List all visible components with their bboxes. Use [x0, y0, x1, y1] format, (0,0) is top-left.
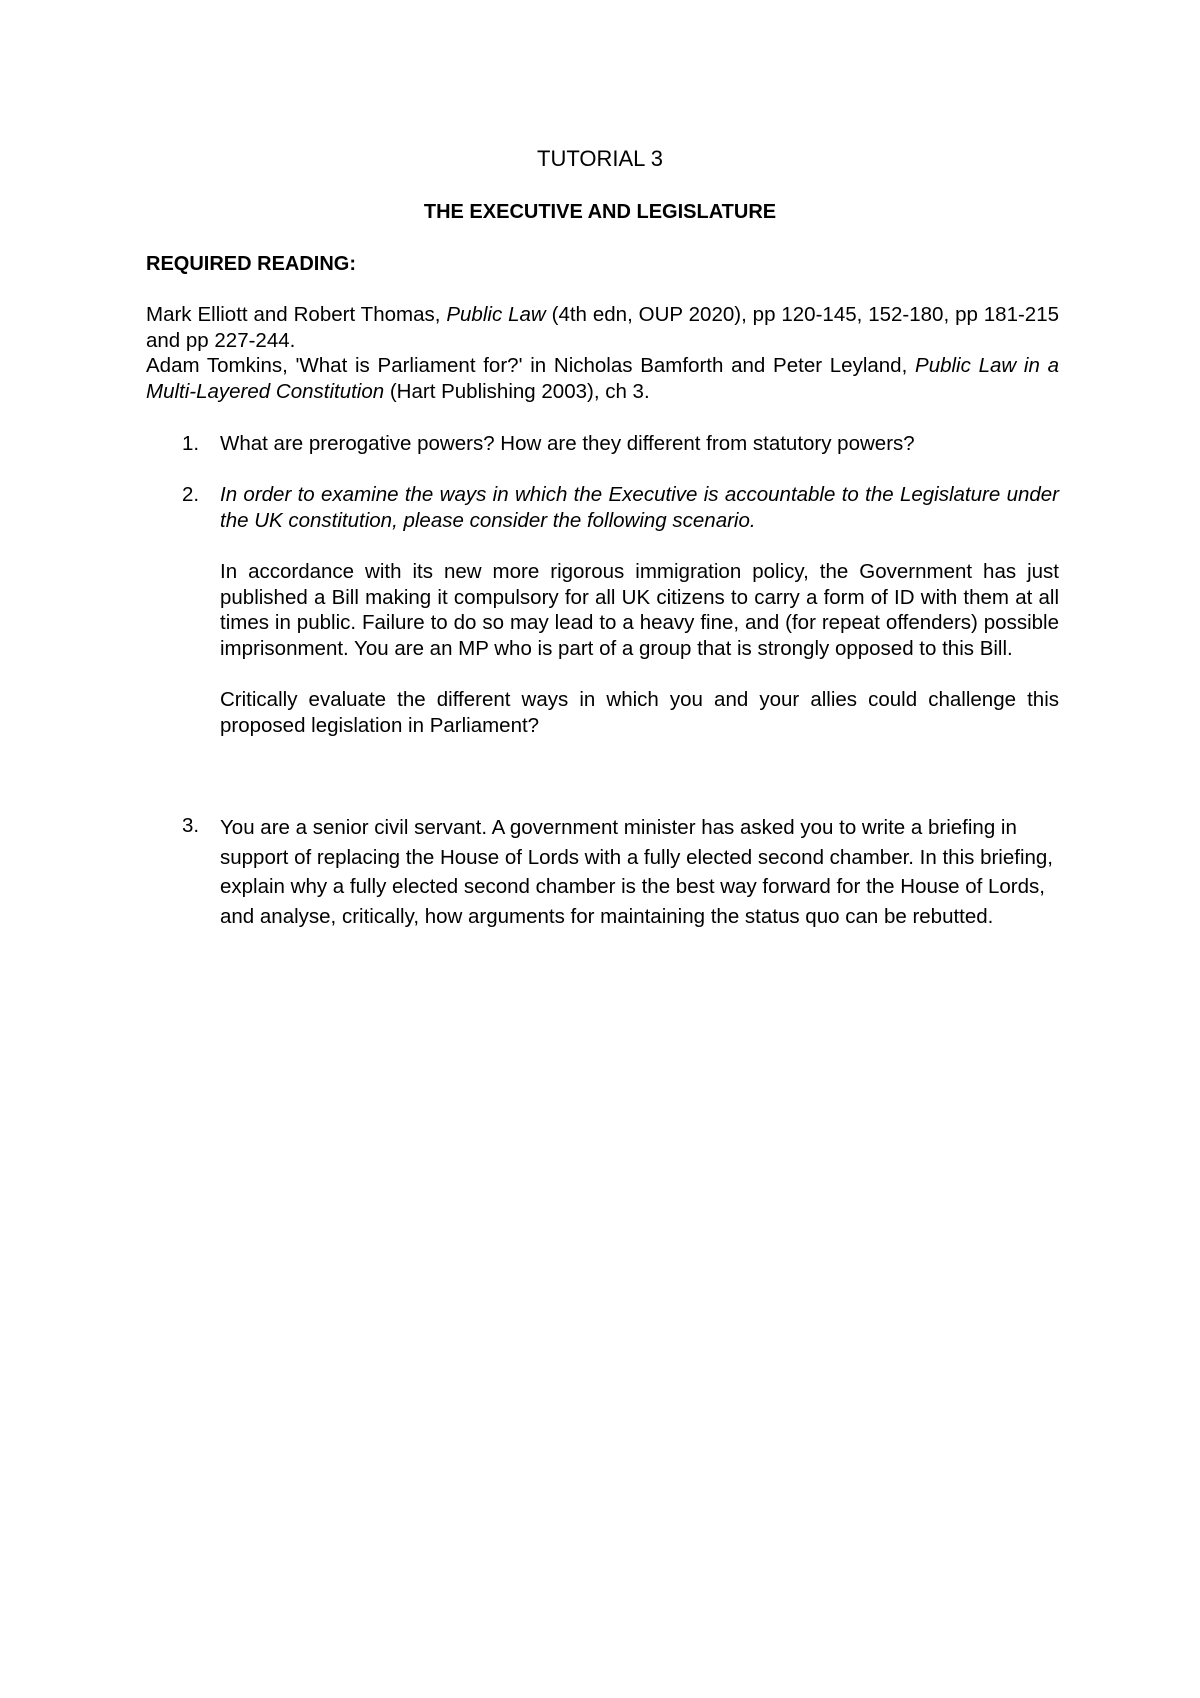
page-subtitle: THE EXECUTIVE AND LEGISLATURE	[423, 201, 777, 223]
question-1-text: What are prerogative powers? How are they different from statutory powers?	[220, 432, 915, 455]
question-number: 2.	[182, 483, 200, 506]
question-number: 3.	[182, 814, 200, 837]
page-title: TUTORIAL 3	[537, 146, 663, 171]
question-2-task: Critically evaluate the different ways in which you and your allies could challenge this proposed legislation in Parliament?	[220, 688, 1059, 737]
reference-text: (Hart Publishing 2003), ch 3.	[384, 379, 650, 403]
question-text	[220, 482, 1059, 738]
reference-elliott-thomas	[146, 302, 1059, 353]
reference-text: (4th edn, OUP 2020), pp 120-145, 152-180, pp 181-215 and pp 227-244.	[146, 303, 1060, 352]
reference-text: Adam Tomkins, 'What is Parliament for?' in Nicholas Bamforth and Peter Leyland,	[146, 354, 916, 377]
reference-tomkins	[146, 353, 1059, 404]
reference-title: Public Law	[446, 303, 546, 326]
question-2-intro: In order to examine the ways in which the Executive is accountable to the Legislature under the UK constitution, please consider the following scenario.	[220, 483, 1059, 532]
reference-title: Public Law in a Multi-Layered Constitution	[146, 354, 1059, 403]
reading-heading: REQUIRED READING:	[146, 253, 357, 275]
question-text	[220, 813, 1059, 931]
question-text	[220, 431, 1059, 457]
question-number: 1.	[182, 432, 200, 455]
question-2-scenario: In accordance with its new more rigorous immigration policy, the Government has just published a Bill making it compulsory for all UK citizens to carry a form of ID with them at all times in public. Failure to do so may lead to a heavy fine, and (for repeat offenders) possible imprisonment. You are an MP who is part of a group that is strongly opposed to this Bill.	[220, 560, 1059, 660]
reference-text: Mark Elliott and Robert Thomas,	[146, 303, 447, 326]
question-3-text: You are a senior civil servant. A government minister has asked you to write a briefing in support of replacing the House of Lords with a fully elected second chamber. In this briefing, explain why a fully elected second chamber is the best way forward for the House of Lords, and analyse, critically, how arguments for maintaining the status quo can be rebutted.	[220, 816, 1054, 928]
reading-list	[146, 302, 1059, 404]
